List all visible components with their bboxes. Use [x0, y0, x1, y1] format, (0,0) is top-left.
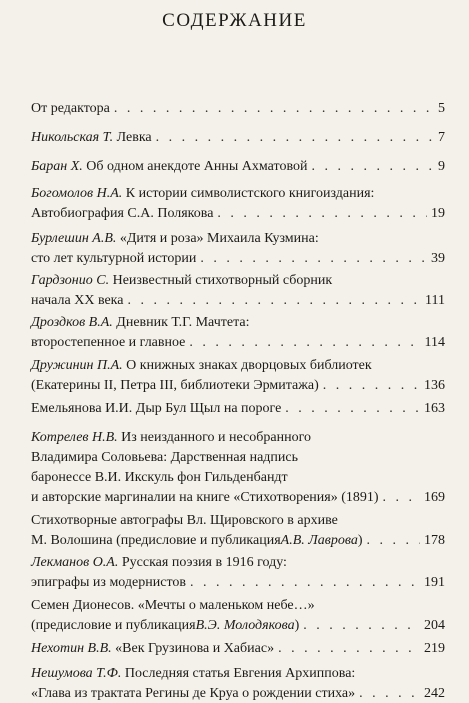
toc-entry[interactable]	[31, 128, 445, 147]
entry-title-line: второстепенное и главное	[31, 335, 186, 350]
page-number: 19	[431, 206, 445, 221]
leader-dots	[156, 128, 434, 147]
entry-title-line: Автобиография С.А. Полякова	[31, 206, 214, 221]
entry-author: Гардзонио С.	[31, 273, 110, 288]
entry-author: Нешумова Т.Ф.	[31, 666, 122, 681]
leader-dots	[189, 333, 420, 352]
toc-entry[interactable]	[31, 229, 445, 268]
entry-editor: В.Э. Молодякова	[195, 618, 295, 633]
toc-entry[interactable]	[31, 639, 445, 658]
page-number: 219	[424, 641, 445, 656]
page-number: 163	[424, 401, 445, 416]
entry-title-line: «Глава из трактата Регины де Круа о рождении стиха»	[31, 686, 356, 701]
entry-title-line: эпиграфы из модернистов	[31, 575, 186, 590]
entry-author: Дружинин П.А.	[31, 358, 123, 373]
entry-title-line: Владимира Соловьева: Дарственная надпись	[31, 450, 298, 465]
toc-entry[interactable]	[31, 399, 445, 418]
entry-title-line: и авторские маргиналии на книге «Стихотворения» (1891)	[31, 490, 379, 505]
entry-title-line: Дневник Т.Г. Мачтета:	[116, 315, 250, 330]
page-number: 39	[431, 251, 445, 266]
entry-title-line: сто лет культурной истории	[31, 251, 197, 266]
leader-dots	[285, 399, 420, 418]
entry-title-line: (предисловие и публикация	[31, 618, 196, 633]
toc-entry[interactable]	[31, 313, 445, 352]
page-number: 9	[438, 159, 445, 174]
page-number: 136	[424, 378, 445, 393]
entry-title-line: Левка	[116, 130, 152, 145]
entry-title-line: Стихотворные автографы Вл. Щировского в архиве	[31, 513, 338, 528]
entry-title-line: От редактора	[31, 101, 110, 116]
entry-title-line: Неизвестный стихотворный сборник	[112, 273, 333, 288]
page-number: 7	[438, 130, 445, 145]
entry-title-tail: )	[357, 533, 363, 548]
entry-title-line: Об одном анекдоте Анны Ахматовой	[86, 159, 308, 174]
entry-title-line: О книжных знаках дворцовых библиотек	[126, 358, 372, 373]
page-number: 111	[425, 293, 445, 308]
page-number: 178	[424, 533, 445, 548]
entry-author: Никольская Т.	[31, 130, 114, 145]
leader-dots	[359, 684, 420, 703]
entry-author: Котрелев Н.В.	[31, 430, 118, 445]
entry-title-line: Из неизданного и несобранного	[121, 430, 311, 445]
entry-title-line: К истории символистского книгоиздания:	[125, 186, 375, 201]
entry-title-line: «Дитя и роза» Михаила Кузмина:	[119, 231, 319, 246]
entry-author: Бурлешин А.В.	[31, 231, 117, 246]
leader-dots	[217, 204, 427, 223]
entry-author: Лекманов О.А.	[31, 555, 119, 570]
page-number: 204	[424, 618, 445, 633]
leader-dots	[278, 639, 420, 658]
page-number: 5	[438, 101, 445, 116]
entry-title-line: Последняя статья Евгения Архиппова:	[124, 666, 356, 681]
entry-author: Дроздков В.А.	[31, 315, 113, 330]
leader-dots	[200, 249, 427, 268]
page-number: 191	[424, 575, 445, 590]
entry-title-line: М. Волошина (предисловие и публикация	[31, 533, 281, 548]
entry-title-line: Русская поэзия в 1916 году:	[121, 555, 287, 570]
toc-entry[interactable]	[31, 99, 445, 118]
leader-dots	[128, 291, 422, 310]
entry-author: Баран Х.	[31, 159, 83, 174]
leader-dots	[311, 157, 434, 176]
toc-entry[interactable]	[31, 428, 445, 507]
entry-title-line: баронессе В.И. Икскуль фон Гильденбандт	[31, 470, 288, 485]
entry-title-line: начала XX века	[31, 293, 124, 308]
leader-dots	[383, 488, 420, 507]
entry-title-line: «Век Грузинова и Хабиас»	[115, 641, 275, 656]
toc-entry[interactable]	[31, 356, 445, 395]
leader-dots	[114, 99, 434, 118]
entry-editor: А.В. Лаврова	[280, 533, 358, 548]
entry-title-line: Емельянова И.И. Дыр Бул Щыл на пороге	[31, 401, 282, 416]
page-title: СОДЕРЖАНИЕ	[162, 10, 307, 31]
entry-title-tail: )	[294, 618, 300, 633]
leader-dots	[323, 376, 420, 395]
toc-entry[interactable]	[31, 184, 445, 223]
toc-entry[interactable]	[31, 271, 445, 310]
entry-title-line: Семен Дионесов. «Мечты о маленьком небе…»	[31, 598, 315, 613]
leader-dots	[303, 616, 420, 635]
page-number: 169	[424, 490, 445, 505]
leader-dots	[190, 573, 420, 592]
entry-author: Нехотин В.В.	[31, 641, 112, 656]
toc-entry[interactable]	[31, 553, 445, 592]
toc-entry[interactable]	[31, 511, 445, 550]
toc-entry[interactable]	[31, 664, 445, 703]
toc-entry[interactable]	[31, 157, 445, 176]
entry-author: Богомолов Н.А.	[31, 186, 123, 201]
entry-title-line: (Екатерины II, Петра III, библиотеки Эрмитажа)	[31, 378, 319, 393]
page-number: 114	[424, 335, 445, 350]
leader-dots	[367, 531, 421, 550]
page-number: 242	[424, 686, 445, 701]
toc-entry[interactable]	[31, 596, 445, 635]
